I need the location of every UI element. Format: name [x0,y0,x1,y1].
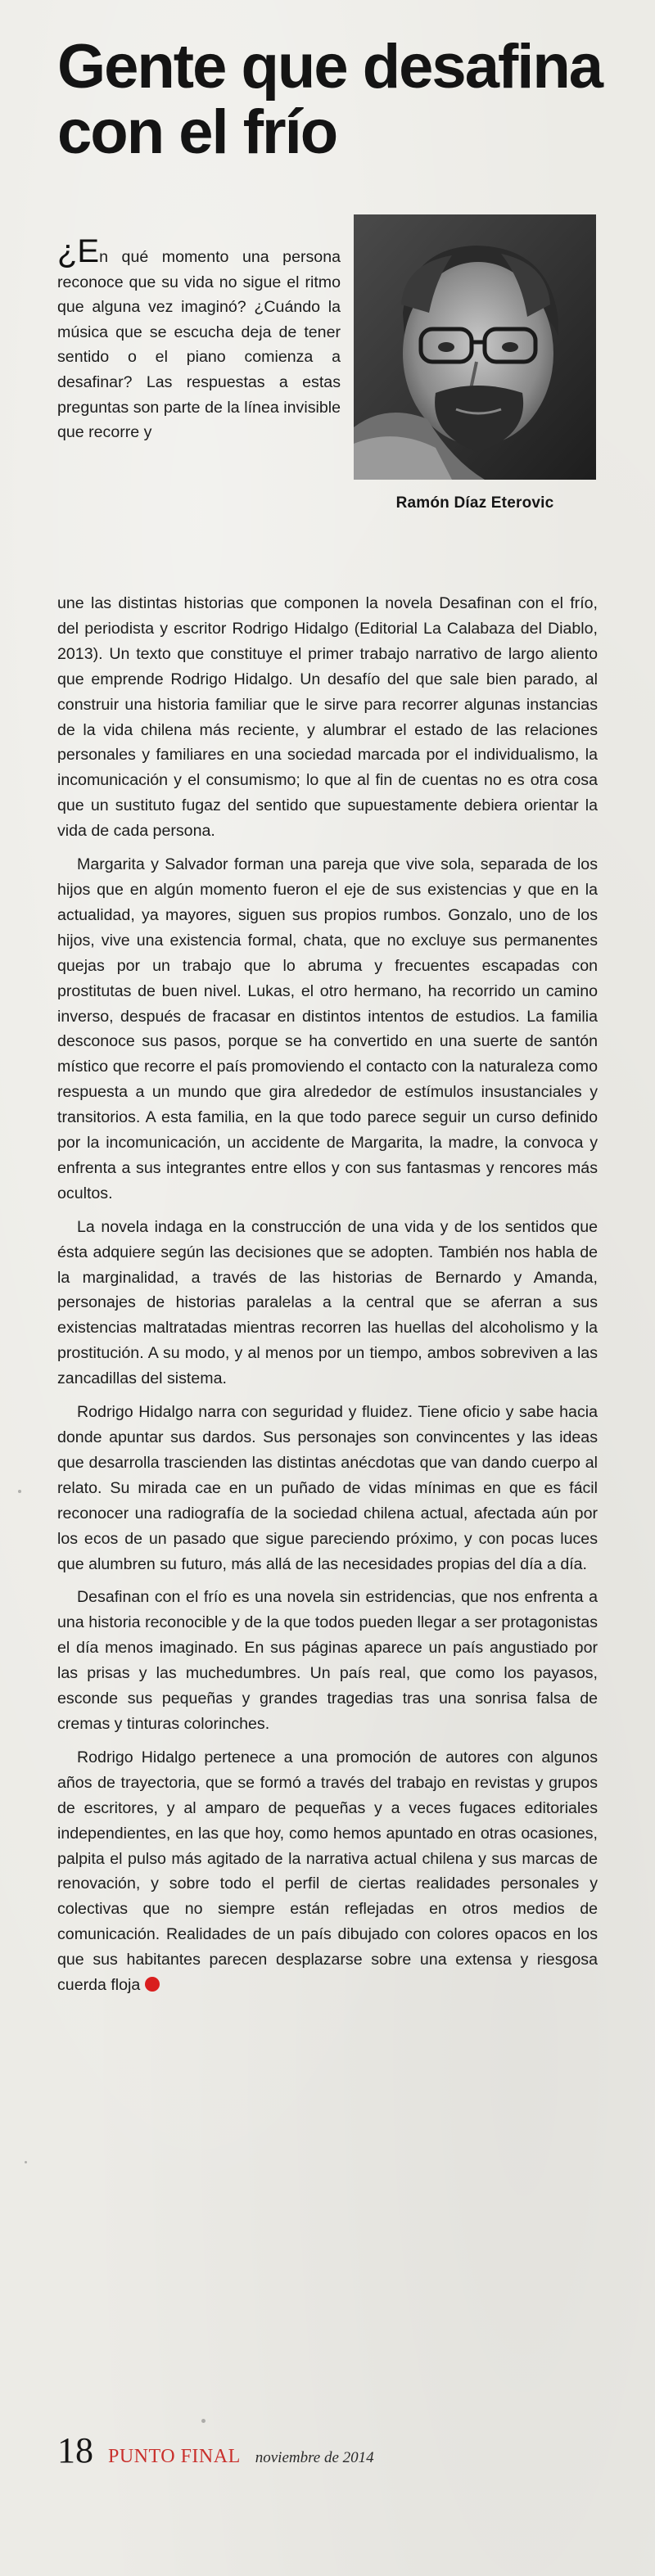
article-body [57,591,598,2006]
publication-name: PUNTO FINAL [108,2446,241,2467]
publication-date: noviembre de 2014 [255,2449,374,2466]
photo-caption: Ramón Díaz Eterovic [395,494,554,512]
paragraph-5: Desafinan con el frío es una novela sin estridencias, que nos enfrenta a una historia reconocible y de la que todos pueden llegar a ser protagonistas el día menos imaginado. En sus páginas aparece un país angustiado por las prisas y las muchedumbres. Un país real, que como los payasos, esconde sus pequeñas y grandes tragedias tras una sonrisa falsa de cremas y tinturas colorinches. [57,1588,598,1733]
page-footer [57,2429,598,2470]
paragraph-3: La novela indaga en la construcción de una vida y de los sentidos que ésta adquiere según las decisiones que se adopten. También nos habla de la marginalidad, a través de las historias de Bernardo y Amanda, personajes de historias paralelas a la central que se aferran a sus existencias maltratadas mientras recorren las huellas del alcoholismo y la prostitución. A su modo, y al menos por un tiempo, ambos sobreviven a las zancadillas del sistema. [57,1217,598,1388]
intro-paragraph [57,233,341,445]
intro-column [57,233,341,445]
paragraph-4: Rodrigo Hidalgo narra con seguridad y fluidez. Tiene oficio y sabe hacia donde apuntar sus dardos. Sus personajes son convincentes y las ideas que desarrolla trascienden las distintas anécdotas que van dando cuerpo al relato. Su mirada cae en un puñado de vidas mínimas en que es fácil reconocer una radiografía de la sociedad chilena actual, afectada aún por los ecos de un pasado que sigue pareciendo próximo, y con pocas luces que alumbren su futuro, más allá de las necesidades propias del día a día. [57,1403,598,1573]
intro-text: n qué momento una persona reconoce que su vida no sigue el ritmo que alguna vez imaginó? ¿Cuándo la música que se escucha deja de tener sentido o el piano comienza a desafinar? Las respuestas a estas preguntas son parte de la línea invisible que recorre y [57,248,341,442]
author-photo-block [354,214,596,512]
drop-cap: ¿E [57,233,100,269]
paragraph-6 [57,1745,598,1998]
page-number: 18 [57,2430,93,2470]
paper-speck [25,2161,27,2163]
red-dot-end-mark-icon [145,1977,160,1992]
paper-speck [201,2419,206,2423]
paragraph-1: une las distintas historias que componen la novela Desafinan con el frío, del periodista y escritor Rodrigo Hidalgo (Editorial La Calabaza del Diablo, 2013). Un texto que constituye el primer trabajo narrativo de largo aliento que emprende Rodrigo Hidalgo. Un desafío del que sale bien parado, al construir una historia familiar que le sirve para recorrer algunas instancias de la vida chilena más reciente, y alumbrar el estado de las relaciones personales y familiares en una sociedad marcada por el individualismo, la incomunicación y el consumismo; lo que al fin de cuentas no es otra cosa que un sustituto fugaz del sentido que supuestamente debiera orientar la vida de cada persona. [57,594,598,841]
author-portrait [354,214,596,480]
paragraph-6-text: Rodrigo Hidalgo pertenece a una promoción de autores con algunos años de trayectoria, que se formó a través del trabajo en revistas y grupos de escritores, y al amparo de pequeñas y a veces fugaces editoriales independientes, en las que hoy, como hemos apuntado en otras ocasiones, palpita el pulso más agitado de la narrativa actual chilena y sus marcas de renovación, y sobre todo el perfil de ciertas realidades personales y colectivas que no siempre están reflejadas en otros medios de comunicación. Realidades de un país dibujado con colores opacos en los que sus habitantes parecen desplazarse sobre una extensa y riesgosa cuerda floja [57,1748,598,1995]
paper-speck [18,1490,21,1493]
article-headline: Gente que desafina con el frío [57,32,603,167]
paragraph-2: Margarita y Salvador forman una pareja que vive sola, separada de los hijos que en algún momento fueron el eje de sus existencias y que en la actualidad, ya mayores, siguen sus propios rumbos. Gonzalo, uno de los hijos, vive una existencia formal, chata, que no excluye sus permanentes quejas por un trabajo que lo abruma y frecuentes escapadas con prostitutas de buen nivel. Lukas, el otro hermano, ha recorrido un camino inverso, después de fracasar en distintos intentos de estudios. La familia desconoce sus pasos, porque se ha convertido en una suerte de santón místico que recorre el país promoviendo el contacto con la naturaleza como respuesta a un mundo que gira alrededor de estímulos insustanciales y transitorios. A esta familia, en la que todo parece seguir un curso definido por la incomunicación, un accidente de Margarita, la madre, la convoca y enfrenta a sus integrantes entre ellos y con sus fantasmas y rencores más ocultos. [57,855,598,1202]
